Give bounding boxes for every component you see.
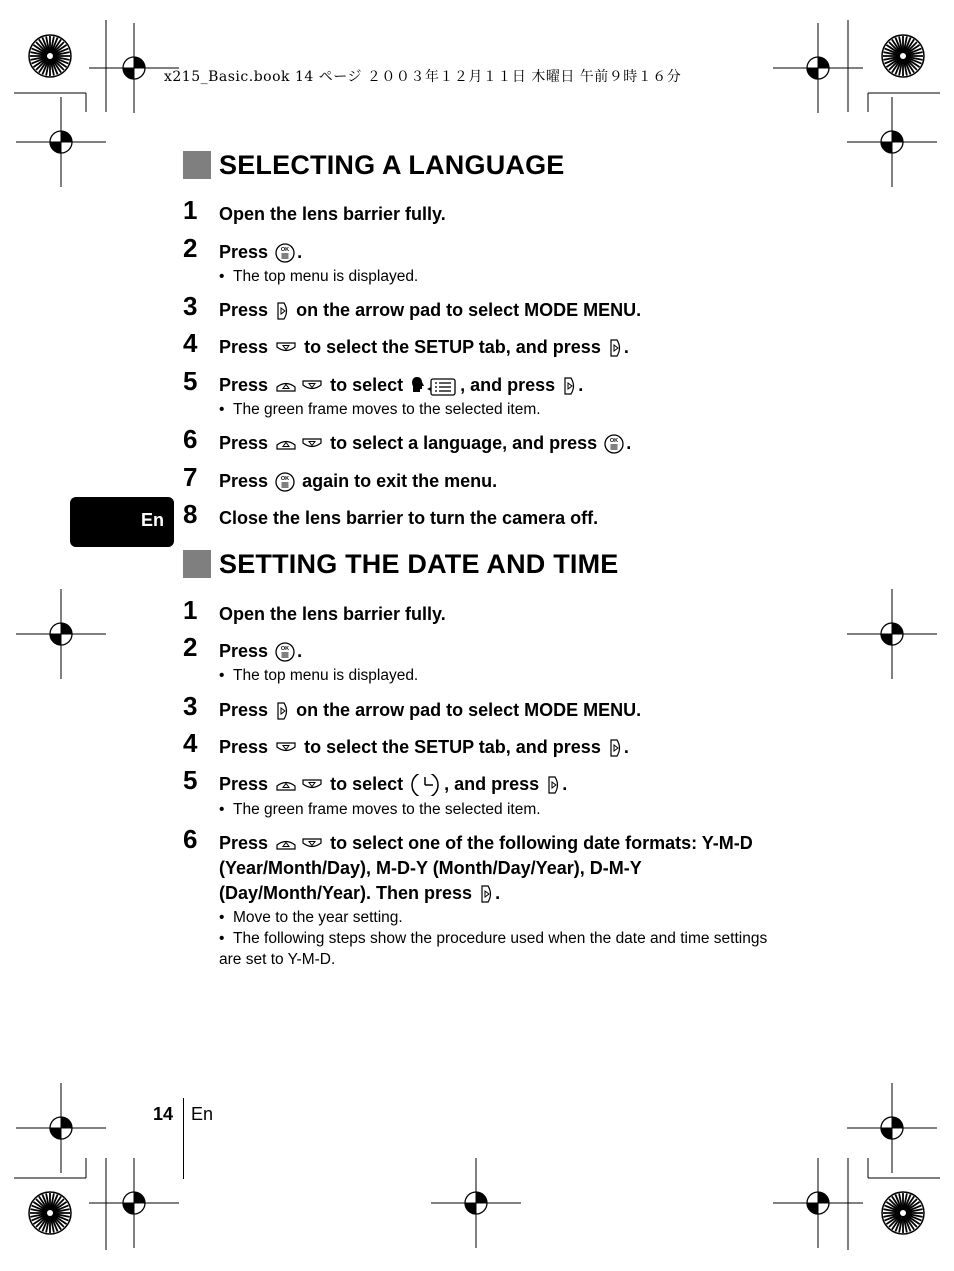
note: • The green frame moves to the selected item. bbox=[219, 401, 541, 418]
step-number: 1 bbox=[183, 595, 198, 625]
step-6 bbox=[183, 824, 783, 906]
footer-language: En bbox=[191, 1104, 214, 1124]
step-number: 8 bbox=[183, 499, 198, 529]
language-side-tab bbox=[70, 497, 174, 547]
step-8 bbox=[183, 499, 783, 531]
step-number: 2 bbox=[183, 233, 198, 263]
step-text: Close the lens barrier to turn the camera off. bbox=[219, 508, 599, 528]
step-text: Press to select one of the following date formats: Y-M-D (Year/Month/Day), M-D-Y (Month/Day/Year), D-M-Y (Day/Month/Year). Then press . bbox=[219, 833, 753, 903]
step-text: Press . bbox=[219, 641, 303, 661]
step-number: 5 bbox=[183, 765, 198, 795]
ok-menu-button-icon bbox=[604, 434, 624, 454]
step-number: 3 bbox=[183, 691, 198, 721]
step-text: Press to select a language, and press . bbox=[219, 433, 632, 453]
step-4 bbox=[183, 728, 783, 760]
arrow-right-icon bbox=[546, 775, 560, 795]
arrow-up-icon bbox=[275, 776, 297, 794]
page-number: 14 bbox=[153, 1104, 174, 1124]
step-text: Press . bbox=[219, 242, 303, 262]
ok-menu-button-icon bbox=[275, 472, 295, 492]
step-text: Press to select , and press . bbox=[219, 772, 783, 797]
step-text: Open the lens barrier fully. bbox=[219, 204, 446, 224]
section-title: SETTING THE DATE AND TIME bbox=[219, 548, 619, 579]
step-7 bbox=[183, 462, 783, 494]
clock-icon bbox=[410, 774, 442, 796]
arrow-right-icon bbox=[608, 738, 622, 758]
arrow-down-icon bbox=[301, 377, 323, 395]
note: • The green frame moves to the selected item. bbox=[219, 801, 541, 818]
arrow-right-icon bbox=[275, 701, 289, 721]
step-number: 2 bbox=[183, 632, 198, 662]
arrow-down-icon bbox=[301, 776, 323, 794]
section-title: SELECTING A LANGUAGE bbox=[219, 149, 565, 180]
arrow-right-icon bbox=[562, 376, 576, 396]
step-number: 5 bbox=[183, 366, 198, 396]
note: • Move to the year setting. bbox=[219, 909, 403, 926]
heading-square-marker bbox=[183, 151, 211, 179]
language-icon bbox=[410, 375, 458, 397]
step-5 bbox=[183, 366, 783, 398]
step-text: Press on the arrow pad to select MODE MENU. bbox=[219, 700, 642, 720]
ok-menu-button-icon bbox=[275, 243, 295, 263]
step-2 bbox=[183, 632, 783, 664]
heading-square-marker bbox=[183, 550, 211, 578]
step-text: Open the lens barrier fully. bbox=[219, 604, 446, 624]
ok-menu-button-icon bbox=[275, 642, 295, 662]
step-3 bbox=[183, 691, 783, 723]
step-3 bbox=[183, 291, 783, 323]
section-heading-language bbox=[183, 150, 565, 180]
arrow-down-icon bbox=[301, 835, 323, 853]
arrow-down-icon bbox=[275, 339, 297, 357]
step-4 bbox=[183, 328, 783, 360]
arrow-right-icon bbox=[479, 884, 493, 904]
step-2 bbox=[183, 233, 783, 265]
step-number: 1 bbox=[183, 195, 198, 225]
step-5 bbox=[183, 765, 783, 797]
side-tab-label: En bbox=[140, 510, 164, 530]
step-number: 4 bbox=[183, 328, 198, 358]
step-number: 4 bbox=[183, 728, 198, 758]
section-heading-date-time bbox=[183, 549, 619, 579]
arrow-right-icon bbox=[275, 301, 289, 321]
note: • The following steps show the procedure used when the date and time settings are set to Y-M-D. bbox=[219, 930, 768, 968]
arrow-right-icon bbox=[608, 338, 622, 358]
step-number: 3 bbox=[183, 291, 198, 321]
arrow-up-icon bbox=[275, 835, 297, 853]
step-text: Press to select the SETUP tab, and press . bbox=[219, 337, 629, 357]
arrow-up-icon bbox=[275, 377, 297, 395]
step-number: 7 bbox=[183, 462, 198, 492]
step-text: Press again to exit the menu. bbox=[219, 471, 498, 491]
footer-divider bbox=[183, 1098, 184, 1179]
step-1 bbox=[183, 195, 783, 227]
arrow-down-icon bbox=[301, 435, 323, 453]
arrow-up-icon bbox=[275, 435, 297, 453]
step-6 bbox=[183, 424, 783, 456]
step-number: 6 bbox=[183, 824, 198, 854]
step-text: Press to select , and press . bbox=[219, 373, 783, 398]
step-text: Press to select the SETUP tab, and press . bbox=[219, 737, 629, 757]
step-number: 6 bbox=[183, 424, 198, 454]
arrow-down-icon bbox=[275, 739, 297, 757]
note: • The top menu is displayed. bbox=[219, 667, 419, 684]
note: • The top menu is displayed. bbox=[219, 268, 419, 285]
print-header: x215_Basic.book 14 ページ ２００３年１２月１１日 木曜日 午前９時１６分 bbox=[164, 69, 682, 85]
step-text: Press on the arrow pad to select MODE MENU. bbox=[219, 300, 642, 320]
step-1 bbox=[183, 595, 783, 627]
